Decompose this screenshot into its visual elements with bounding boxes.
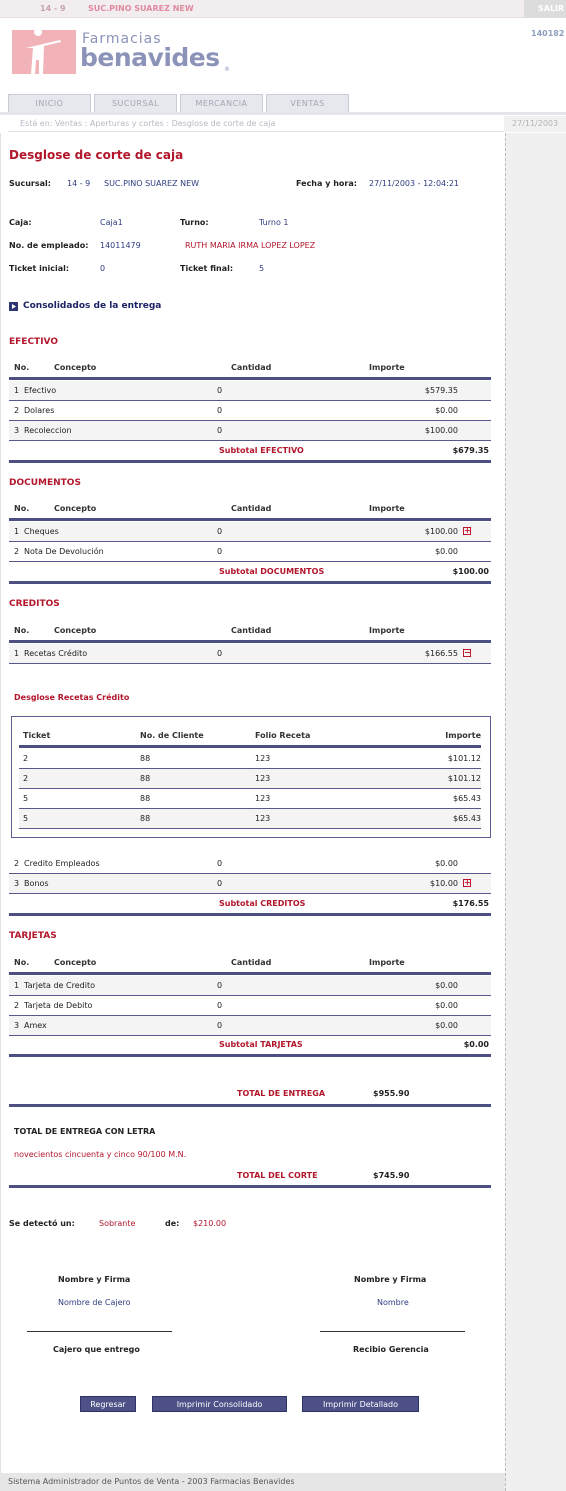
subtotal-tarjetas-value: $0.00 bbox=[463, 1040, 489, 1049]
row-importe: $100.00 bbox=[424, 527, 458, 536]
subtotal-documentos-value: $100.00 bbox=[452, 567, 489, 576]
row-importe: $0.00 bbox=[435, 981, 458, 990]
sucursal-name: SUC.PINO SUAREZ NEW bbox=[104, 179, 200, 188]
row-no: 2 bbox=[14, 1001, 20, 1010]
row-concepto: Bonos bbox=[24, 879, 49, 888]
col-importe: Importe bbox=[369, 363, 405, 372]
logo-registered: ® bbox=[224, 66, 230, 73]
row-concepto: Credito Empleados bbox=[24, 859, 100, 868]
caja-label: Caja: bbox=[9, 218, 32, 227]
row-importe: $101.12 bbox=[447, 774, 481, 783]
col-cliente: No. de Cliente bbox=[140, 731, 204, 740]
firma-cajero-nombre: Nombre de Cajero bbox=[58, 1298, 131, 1307]
row-concepto: Cheques bbox=[24, 527, 59, 536]
subtotal-creditos-value: $176.55 bbox=[452, 899, 489, 908]
creditos-title: CREDITOS bbox=[9, 599, 60, 609]
tab-inicio[interactable]: INICIO bbox=[8, 94, 91, 112]
total-entrega-value: $955.90 bbox=[373, 1089, 410, 1098]
row-cantidad: 0 bbox=[217, 426, 223, 435]
row-importe: $0.00 bbox=[435, 1021, 458, 1030]
tab-mercancia[interactable]: MERCANCIA bbox=[180, 94, 263, 112]
row-no: 3 bbox=[14, 426, 20, 435]
col-no: No. bbox=[14, 958, 30, 967]
turno-label: Turno: bbox=[180, 218, 209, 227]
consolidados-link[interactable]: Consolidados de la entrega bbox=[23, 301, 162, 311]
footer: Sistema Administrador de Puntos de Venta - 2003 Farmacias Benavides bbox=[0, 1473, 505, 1491]
total-letra-value: novecientos cincuenta y cinco 90/100 M.N. bbox=[14, 1150, 187, 1159]
detect-de: de: bbox=[165, 1219, 180, 1228]
row-importe: $0.00 bbox=[435, 406, 458, 415]
caja-value: Caja1 bbox=[100, 218, 123, 227]
row-cantidad: 0 bbox=[217, 406, 223, 415]
empleado-name: RUTH MARIA IRMA LOPEZ LOPEZ bbox=[185, 241, 316, 250]
tab-divider bbox=[0, 112, 566, 115]
row-folio: 123 bbox=[255, 794, 271, 803]
branch-name: SUC.PINO SUAREZ NEW bbox=[88, 4, 194, 13]
logout-button[interactable]: SALIR bbox=[524, 0, 566, 18]
row-no: 2 bbox=[14, 547, 20, 556]
row-no: 1 bbox=[14, 649, 20, 658]
imprimir-consolidado-button[interactable]: Imprimir Consolidado bbox=[152, 1396, 287, 1412]
sucursal-code: 14 - 9 bbox=[67, 179, 91, 188]
col-ticket: Ticket bbox=[23, 731, 51, 740]
top-bar bbox=[0, 0, 566, 18]
documentos-title: DOCUMENTOS bbox=[9, 478, 81, 488]
firma-cajero-caption: Cajero que entrego bbox=[53, 1345, 140, 1354]
col-cantidad: Cantidad bbox=[231, 504, 272, 513]
right-panel bbox=[505, 133, 566, 1491]
row-concepto: Tarjeta de Credito bbox=[24, 981, 95, 990]
page-title: Desglose de corte de caja bbox=[9, 148, 184, 162]
row-concepto: Amex bbox=[24, 1021, 47, 1030]
row-importe: $100.00 bbox=[424, 426, 458, 435]
row-cantidad: 0 bbox=[217, 1001, 223, 1010]
main-tabs bbox=[8, 94, 492, 112]
row-no: 2 bbox=[14, 406, 20, 415]
row-importe: $579.35 bbox=[424, 386, 458, 395]
col-no: No. bbox=[14, 363, 30, 372]
col-cantidad: Cantidad bbox=[231, 363, 272, 372]
row-importe: $65.43 bbox=[453, 794, 481, 803]
firma-gerencia-label: Nombre y Firma bbox=[354, 1275, 427, 1284]
row-folio: 123 bbox=[255, 754, 271, 763]
row-importe: $0.00 bbox=[435, 1001, 458, 1010]
ticket-final-value: 5 bbox=[259, 264, 265, 273]
col-cantidad: Cantidad bbox=[231, 626, 272, 635]
row-folio: 123 bbox=[255, 774, 271, 783]
col-importe: Importe bbox=[369, 626, 405, 635]
row-cantidad: 0 bbox=[217, 649, 223, 658]
firma-gerencia-caption: Recibio Gerencia bbox=[353, 1345, 429, 1354]
row-cantidad: 0 bbox=[217, 981, 223, 990]
breadcrumb: Está en: Ventas : Aperturas y cortes : Desglose de corte de caja bbox=[8, 116, 504, 132]
expand-icon[interactable]: + bbox=[464, 525, 471, 535]
tab-ventas[interactable]: VENTAS bbox=[266, 94, 349, 112]
col-importe: Importe bbox=[369, 504, 405, 513]
col-concepto: Concepto bbox=[54, 504, 97, 513]
row-ticket: 5 bbox=[23, 794, 29, 803]
row-cliente: 88 bbox=[140, 754, 151, 763]
collapse-icon[interactable]: − bbox=[464, 647, 471, 657]
total-corte-value: $745.90 bbox=[373, 1171, 410, 1180]
row-importe: $65.43 bbox=[453, 814, 481, 823]
ticket-final-label: Ticket final: bbox=[180, 264, 234, 273]
col-concepto: Concepto bbox=[54, 626, 97, 635]
detect-label: Se detectó un: bbox=[9, 1219, 75, 1228]
row-folio: 123 bbox=[255, 814, 271, 823]
subtotal-creditos-label: Subtotal CREDITOS bbox=[219, 899, 306, 908]
tab-sucursal[interactable]: SUCURSAL bbox=[94, 94, 177, 112]
imprimir-detallado-button[interactable]: Imprimir Detallado bbox=[302, 1396, 419, 1412]
subtotal-tarjetas-label: Subtotal TARJETAS bbox=[219, 1040, 303, 1049]
row-importe: $101.12 bbox=[447, 754, 481, 763]
row-cliente: 88 bbox=[140, 814, 151, 823]
row-no: 1 bbox=[14, 527, 20, 536]
total-corte-label: TOTAL DEL CORTE bbox=[237, 1171, 318, 1180]
col-no: No. bbox=[14, 504, 30, 513]
row-no: 1 bbox=[14, 386, 20, 395]
row-no: 3 bbox=[14, 879, 20, 888]
subtotal-documentos-label: Subtotal DOCUMENTOS bbox=[219, 567, 325, 576]
fecha-value: 27/11/2003 - 12:04:21 bbox=[369, 179, 460, 188]
row-concepto: Recetas Crédito bbox=[24, 649, 88, 658]
efectivo-title: EFECTIVO bbox=[9, 337, 58, 347]
total-letra-label: TOTAL DE ENTREGA CON LETRA bbox=[14, 1127, 156, 1136]
expand-icon[interactable]: + bbox=[464, 877, 471, 887]
regresar-button[interactable]: Regresar bbox=[80, 1396, 136, 1412]
col-importe: Importe bbox=[369, 958, 405, 967]
firma-gerencia-nombre: Nombre bbox=[377, 1298, 409, 1307]
row-concepto: Tarjeta de Debito bbox=[24, 1001, 93, 1010]
fecha-label: Fecha y hora: bbox=[296, 179, 357, 188]
detect-monto: $210.00 bbox=[193, 1219, 227, 1228]
row-cantidad: 0 bbox=[217, 386, 223, 395]
row-importe: $0.00 bbox=[435, 547, 458, 556]
sucursal-label: Sucursal: bbox=[9, 179, 51, 188]
col-folio: Folio Receta bbox=[255, 731, 311, 740]
breadcrumb-date: 27/11/2003 bbox=[504, 116, 566, 132]
firma-cajero-label: Nombre y Firma bbox=[58, 1275, 131, 1284]
row-cliente: 88 bbox=[140, 794, 151, 803]
row-no: 1 bbox=[14, 981, 20, 990]
col-cantidad: Cantidad bbox=[231, 958, 272, 967]
empleado-label: No. de empleado: bbox=[9, 241, 89, 250]
row-importe: $10.00 bbox=[430, 879, 458, 888]
ticket-inicial-label: Ticket inicial: bbox=[9, 264, 70, 273]
turno-value: Turno 1 bbox=[259, 218, 289, 227]
col-no: No. bbox=[14, 626, 30, 635]
row-cliente: 88 bbox=[140, 774, 151, 783]
row-ticket: 2 bbox=[23, 774, 29, 783]
branch-code: 14 - 9 bbox=[40, 4, 66, 13]
ticket-inicial-value: 0 bbox=[100, 264, 106, 273]
row-concepto: Dolares bbox=[24, 406, 55, 415]
logo-small-text: Farmacias bbox=[82, 31, 162, 47]
row-cantidad: 0 bbox=[217, 527, 223, 536]
empleado-value: 14011479 bbox=[100, 241, 141, 250]
arrow-right-icon bbox=[9, 302, 18, 311]
row-concepto: Recoleccion bbox=[24, 426, 72, 435]
row-no: 2 bbox=[14, 859, 20, 868]
col-importe: Importe bbox=[445, 731, 481, 740]
row-cantidad: 0 bbox=[217, 859, 223, 868]
row-concepto: Efectivo bbox=[24, 386, 57, 395]
row-cantidad: 0 bbox=[217, 547, 223, 556]
row-no: 3 bbox=[14, 1021, 20, 1030]
row-ticket: 5 bbox=[23, 814, 29, 823]
detect-tipo: Sobrante bbox=[99, 1219, 136, 1228]
subtotal-efectivo-label: Subtotal EFECTIVO bbox=[219, 446, 304, 455]
total-entrega-label: TOTAL DE ENTREGA bbox=[237, 1089, 326, 1098]
row-ticket: 2 bbox=[23, 754, 29, 763]
subtotal-efectivo-value: $679.35 bbox=[452, 446, 489, 455]
row-cantidad: 0 bbox=[217, 1021, 223, 1030]
col-concepto: Concepto bbox=[54, 363, 97, 372]
benavides-logo bbox=[12, 30, 232, 74]
logo-figure-icon bbox=[12, 30, 76, 74]
row-cantidad: 0 bbox=[217, 879, 223, 888]
logo-big-text: benavides bbox=[80, 43, 220, 72]
desglose-title: Desglose Recetas Crédito bbox=[14, 693, 130, 702]
col-concepto: Concepto bbox=[54, 958, 97, 967]
row-concepto: Nota De Devolución bbox=[24, 547, 104, 556]
user-id: 140182 bbox=[531, 29, 565, 38]
row-importe: $0.00 bbox=[435, 859, 458, 868]
row-importe: $166.55 bbox=[424, 649, 458, 658]
tarjetas-title: TARJETAS bbox=[9, 931, 57, 941]
